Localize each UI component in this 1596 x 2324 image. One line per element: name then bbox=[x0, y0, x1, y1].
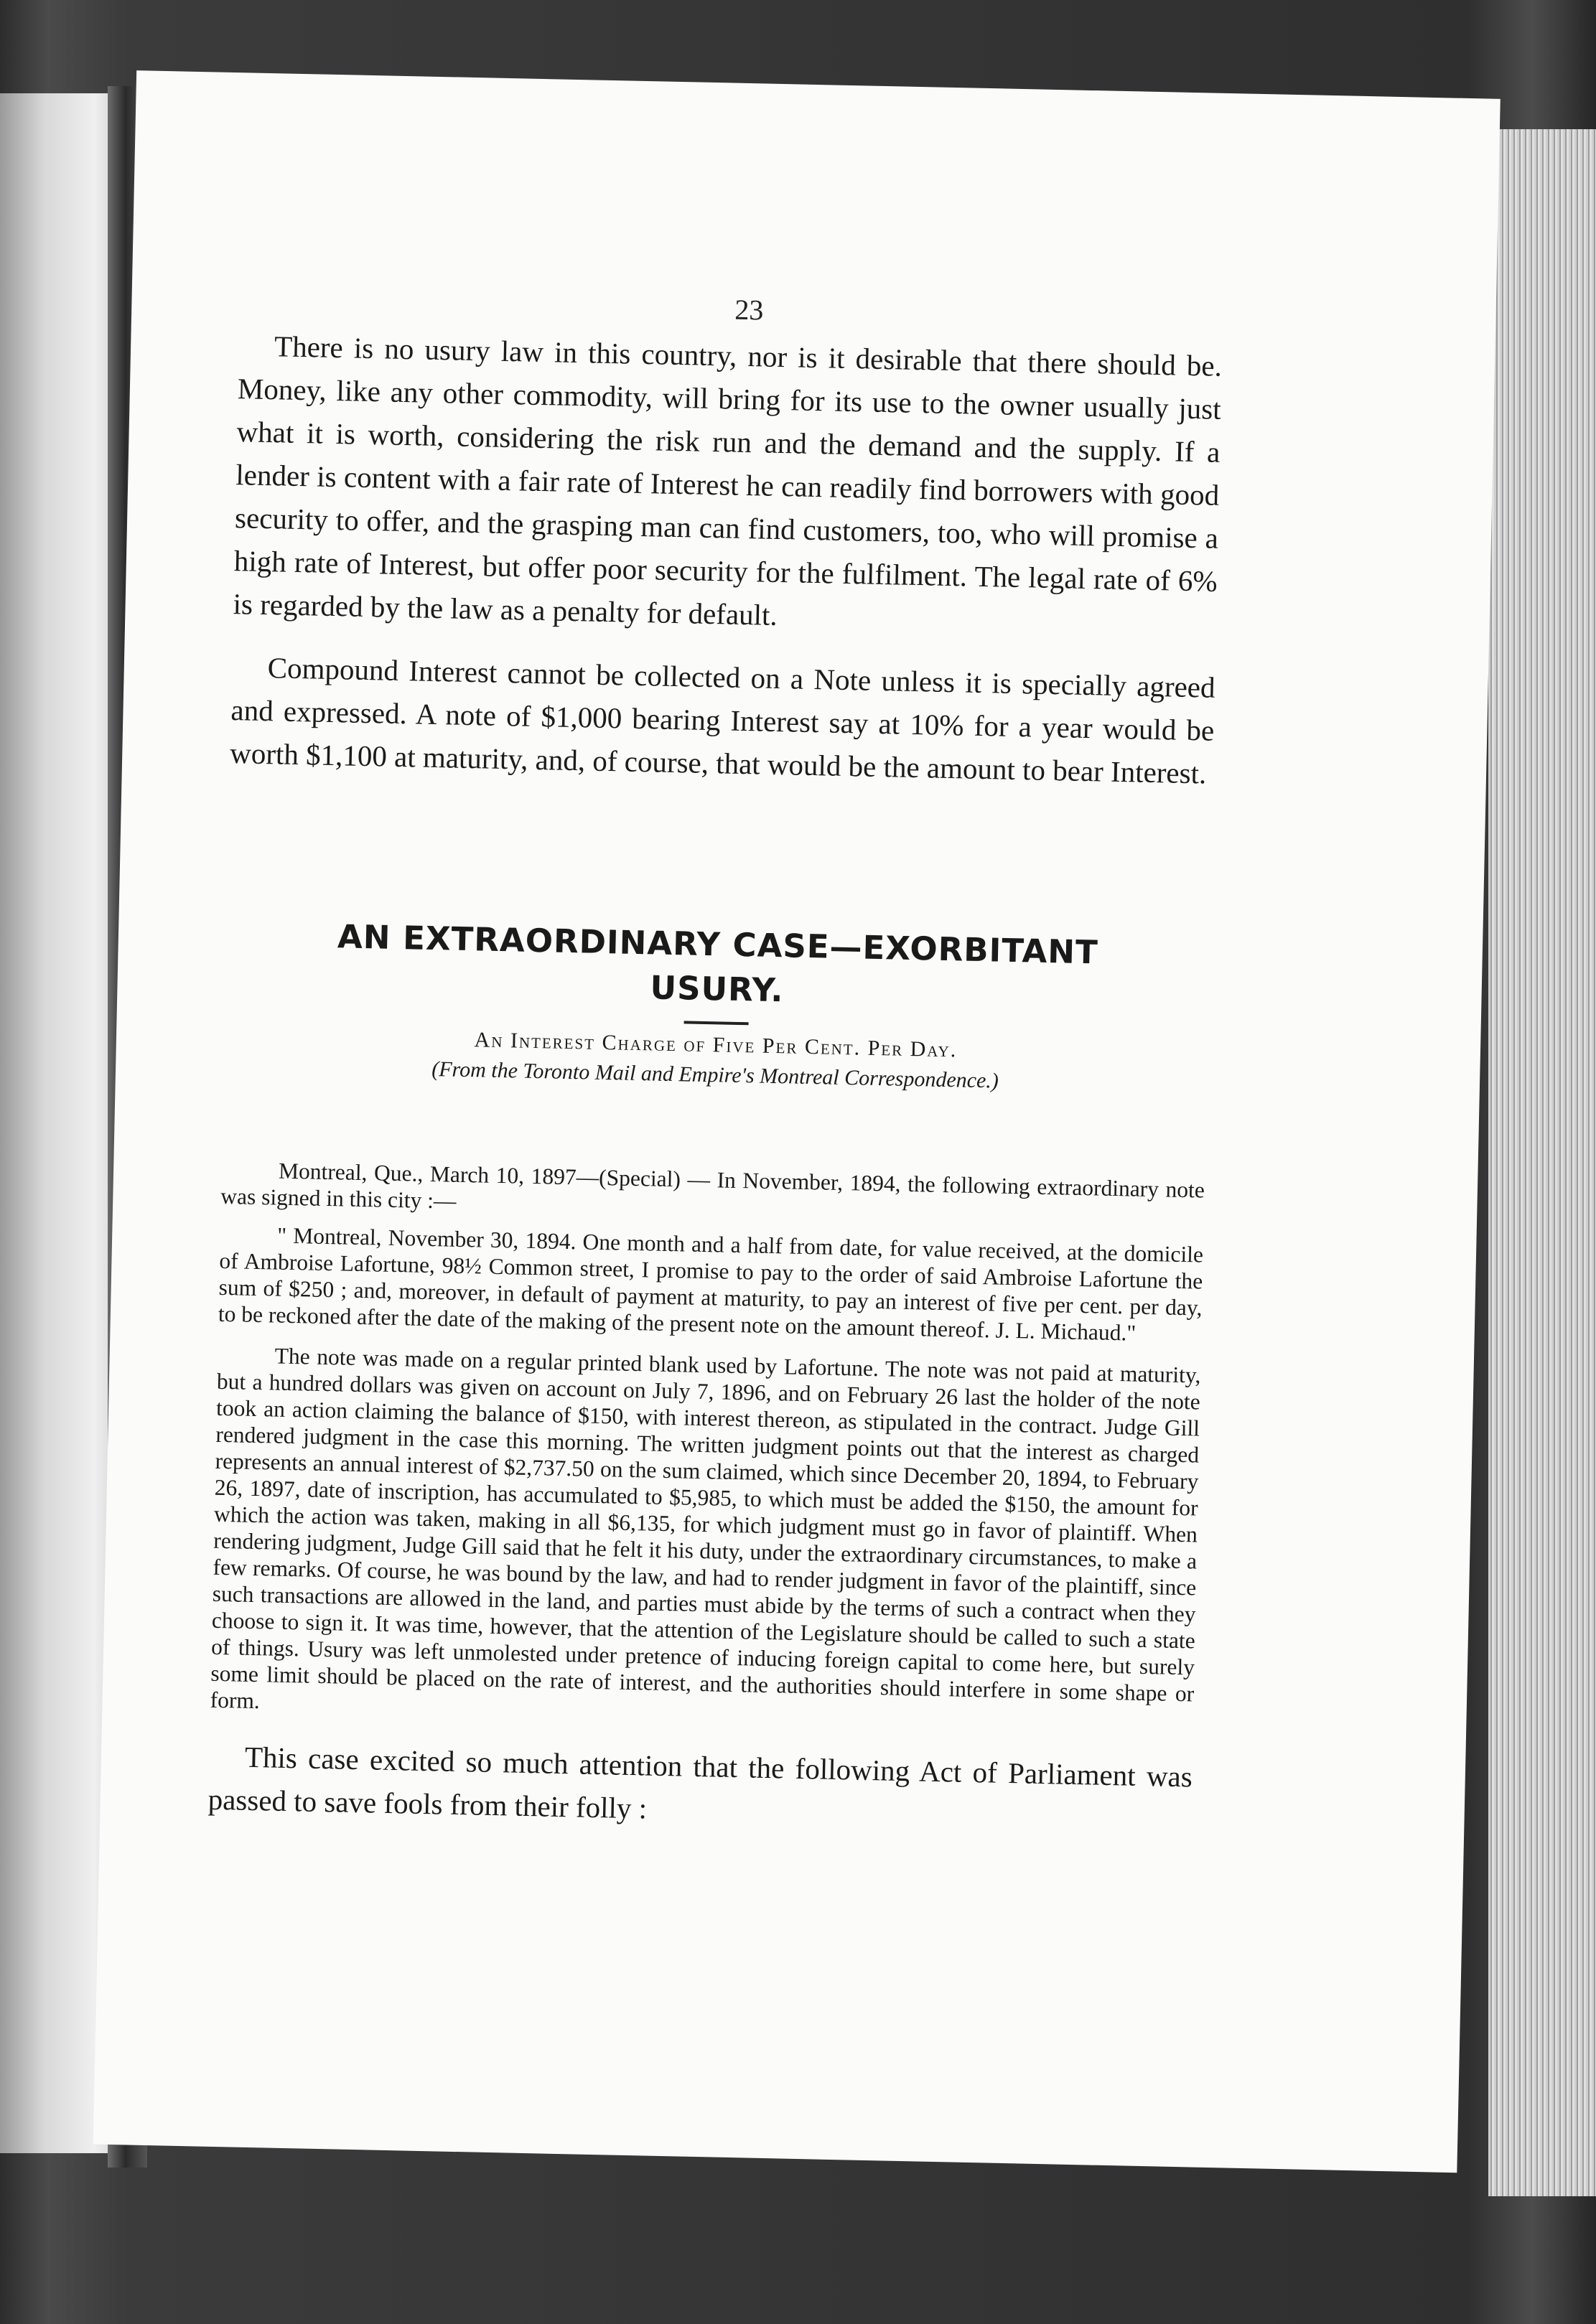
heading-divider bbox=[684, 1021, 749, 1025]
article-judgment-paragraph: The note was made on a regular printed blank used by Lafortune. The note was not paid at maturity, but a hundred dollars was given on account on July 7, 1896, and on February 26 last the holder of the note took an action claiming the balance of $150, with interest thereon, as stipulated in the contract. Judge Gill rendered judgment in the case this morning. The written judgment points out that the interest as charged represents an annual interest of $2,737.50 on the sum claimed, which since December 20, 1894, to February 26, 1897, date of inscription, has accumulated to $5,985, to which must be added the $150, the amount for which the action was taken, making in all $6,135, for which judgment must go in favor of plaintiff. When rendering judgment, Judge Gill said that he felt it his duty, under the extraordinary circumstances, to make a few remarks. Of course, he was bound by the law, and had to render judgment in favor of the plaintiff, since such transactions are allowed in the land, and parties must abide by the terms of such a contract when they choose to sign it. It was time, however, that the attention of the Legislature should be called to such a state of things. Usury was left unmolested under pretence of inducing foreign capital to come here, but surely some limit should be placed on the rate of interest, and the authorities should interfere in some shape or form. bbox=[210, 1343, 1201, 1714]
article-source-note: (From the Toronto Mail and Empire's Montreal Correspondence.) bbox=[431, 1057, 999, 1093]
article-subheading: An Interest Charge of Five Per Cent. Per Day. bbox=[474, 1028, 958, 1062]
page-stack-edges bbox=[1488, 129, 1596, 2196]
article-heading-line1: AN EXTRAORDINARY CASE—EXORBITANT bbox=[337, 917, 1099, 972]
article-heading-line2: USURY. bbox=[650, 968, 785, 1010]
closing-paragraph: This case excited so much attention that the following Act of Parliament was passed to save fools from their folly : bbox=[207, 1740, 1193, 1825]
article-header bbox=[223, 912, 1210, 1098]
note-text: " Montreal, November 30, 1894. One month and a half from date, for value received, at the domicile of Ambroise Lafortune, 98½ Common street, I promise to pay to the order of said Ambroise Lafortune the sum of $250 ; and, moreover, in default of payment at maturity, to pay an interest of five per cent. per day, to be reckoned after the date of the making of the present note on the amount thereof. bbox=[218, 1222, 1204, 1343]
article-dateline: Montreal, Que., March 10, 1897—(Special) — In November, 1894, the following extraordinary note was signed in this city :— bbox=[220, 1158, 1205, 1214]
note-quote bbox=[218, 1221, 1204, 1348]
paragraph-compound-interest: Compound Interest cannot be collected on a Note unless it is specially agreed and expressed. A note of $1,000 bearing Interest say at 10% for a year would be worth $1,100 at maturity, and, of course, that would be the amount to bear Interest. bbox=[229, 651, 1216, 790]
note-signature: J. L. Michaud." bbox=[995, 1317, 1137, 1346]
intro-section bbox=[230, 324, 1223, 795]
paragraph-usury-law: There is no usury law in this country, nor is it desirable that there should be. Money, like any other commodity, will bring for its use to the owner usually just what it is worth, considering the risk run and the demand and the supply. If a lender is content with a fair rate of Interest he can readily find borrowers with good security to offer, and the grasping man can find customers, too, who will promise a high rate of Interest, but offer poor security for the fulfilment. The legal rate of 6% is regarded by the law as a penalty for default. bbox=[233, 329, 1223, 632]
book-page bbox=[93, 70, 1501, 2173]
article-body bbox=[207, 1156, 1205, 1841]
page-number: 23 bbox=[734, 293, 764, 327]
